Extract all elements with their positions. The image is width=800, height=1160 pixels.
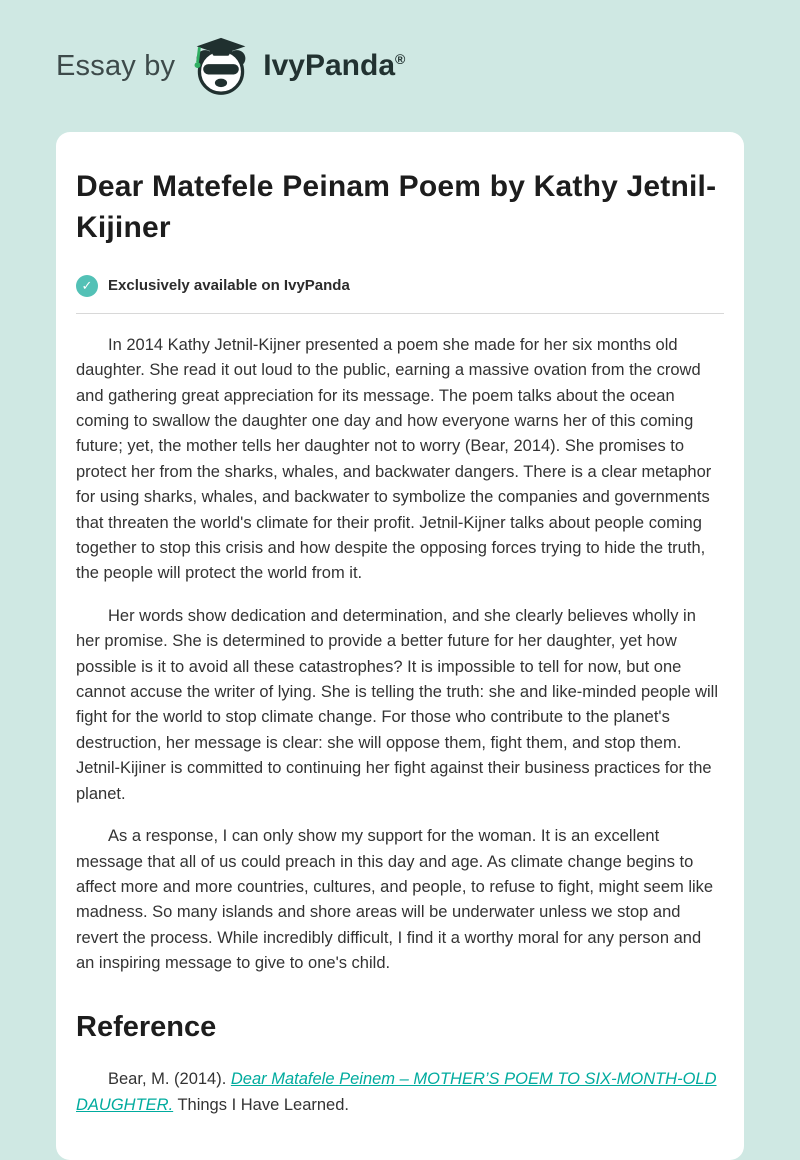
reference-suffix: Things I Have Learned. bbox=[173, 1095, 349, 1114]
ivypanda-logo-link[interactable] bbox=[191, 36, 405, 96]
essay-paragraph-1: In 2014 Kathy Jetnil-Kijner presented a poem she made for her six months old daughter. She read it out loud to the public, earning a massive ovation from the crowd and gathering great appreciation for its message. The poem talks about the ocean coming to swallow the daughter one day and how everyone warns her of this coming future; yet, the mother tells her daughter not to worry (Bear, 2014). She promises to protect her from the sharks, whales, and backwater dangers. There is a clear metaphor for using sharks, whales, and backwater to symbolize the companies and governments that threaten the world's climate for their profit. Jetnil-Kijner talks about people coming together to stop this crisis and how despite the opposing forces trying to hide the truth, the people will protect the world from it. bbox=[76, 335, 712, 583]
reference-heading: Reference bbox=[76, 1010, 217, 1043]
essay-paragraph-2: Her words show dedication and determination, and she clearly believes wholly in her promise. She is determined to provide a better future for her daughter, yet how possible is it to avoid all these catastrophes? It is impossible to tell for now, but one cannot accuse the writer of lying. She is telling the truth: she and like-minded people will fight for the world to stop climate change. For those who contribute to the planet's destruction, her message is clear: she will oppose them, fight them, and stop them. Jetnil-Kijiner is committed to continuing her fight against their business practices for the planet. bbox=[76, 606, 719, 803]
page-title: Dear Matefele Peinam Poem by Kathy Jetnil-Kijiner bbox=[76, 170, 717, 245]
brand-text: IvyPanda bbox=[263, 49, 395, 82]
brand-name bbox=[263, 49, 405, 83]
essay-by-label: Essay by bbox=[56, 49, 176, 82]
check-icon: ✓ bbox=[76, 275, 98, 297]
essay-paragraph-3: As a response, I can only show my support for the woman. It is an excellent message that all of us could preach in this day and age. As climate change begins to affect more and more countries, cultures, and people, to refuse to fight, might seem like madness. So many islands and shore areas will be underwater unless we stop and revert the process. While incredibly difficult, I find it a worthy moral for any person and an inspiring message to give to one's child. bbox=[76, 827, 714, 973]
reference-link[interactable]: Dear Matafele Peinem – MOTHER’S POEM TO SIX-MONTH-OLD DAUGHTER. bbox=[76, 1069, 717, 1114]
reference-prefix: Bear, M. (2014). bbox=[108, 1069, 231, 1088]
panda-graduate-icon bbox=[191, 36, 251, 96]
exclusive-badge-label: Exclusively available on IvyPanda bbox=[108, 277, 350, 295]
essay-card bbox=[56, 132, 744, 1160]
site-header bbox=[0, 0, 800, 132]
divider bbox=[76, 313, 724, 314]
exclusive-badge bbox=[76, 275, 724, 297]
registered-mark: ® bbox=[395, 51, 406, 67]
reference-entry bbox=[76, 1066, 724, 1119]
